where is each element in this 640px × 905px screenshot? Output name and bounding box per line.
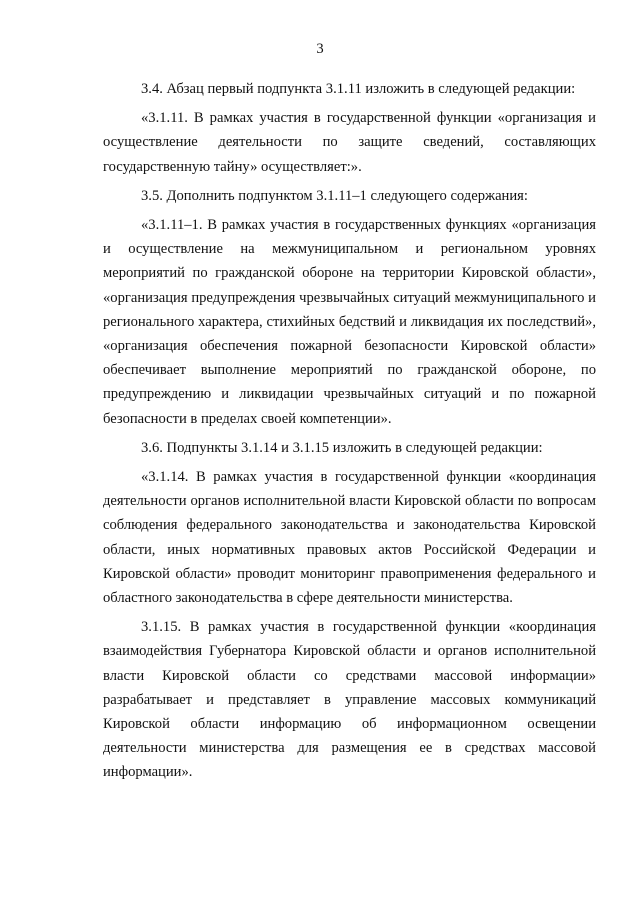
- paragraph-3-6: 3.6. Подпункты 3.1.14 и 3.1.15 изложить в следующей редакции:: [141, 439, 543, 456]
- document-body: [103, 77, 596, 790]
- paragraph-3-4: 3.4. Абзац первый подпункта 3.1.11 изложить в следующей редакции:: [141, 81, 576, 97]
- paragraph-3-1-15: 3.1.15. В рамках участия в государственной функции «координация взаимодействия Губернатора Кировской области и органов исполнительной власти Кировской области со средствами массовой информации» разрабатывает и представляет в управление массовых коммуникаций Кировской области информацию об информационном освещении деятельности министерства для размещения ее в средствах массовой информации».: [103, 619, 596, 781]
- paragraph-3-1-14: «3.1.14. В рамках участия в государственной функции «координация деятельности органов исполнительной власти Кировской области по вопросам соблюдения федерального законодательства и законодательства Кировской области, иных нормативных правовых актов Российской Федерации и Кировской области» проводит мониторинг правоприменения федерального и областного законодательства в сфере деятельности министерства.: [103, 469, 596, 607]
- paragraph-3-1-11-1: «3.1.11–1. В рамках участия в государственных функциях «организация и осуществление на межмуниципальном и региональном уровнях мероприятий по гражданской обороне на территории Кировской области», «организация предупреждения чрезвычайных ситуаций межмуниципального и регионального характера, стихийных бедствий и ликвидация их последствий», «организация обеспечения пожарной безопасности Кировской области» обеспечивает выполнение мероприятий по гражданской обороне, по предупреждению и ликвидации чрезвычайных ситуаций и по пожарной безопасности в пределах своей компетенции».: [103, 217, 596, 427]
- page-number: 3: [316, 41, 324, 57]
- paragraph-3-5: 3.5. Дополнить подпунктом 3.1.11–1 следующего содержания:: [141, 187, 528, 204]
- paragraph-3-1-11: «3.1.11. В рамках участия в государственной функции «организация и осуществление деятельности по защите сведений, составляющих государственную тайну» осуществляет:».: [103, 110, 596, 175]
